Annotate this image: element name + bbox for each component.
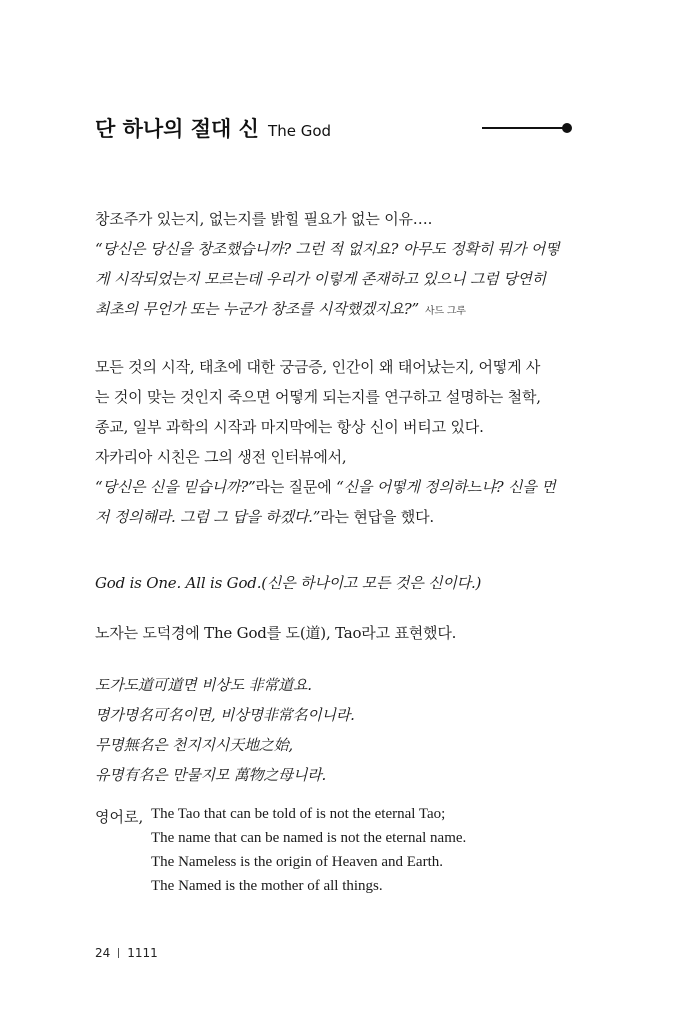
- quote-attribution: 사드 그루: [424, 306, 466, 317]
- quote-line: 게 시작되었는지 모르는데 우리가 이렇게 존재하고 있으니 그럼 당연히: [95, 270, 546, 288]
- chapter-heading: [95, 113, 331, 143]
- chapter-title-korean: 단 하나의 절대 신: [95, 117, 259, 141]
- footer-separator: [118, 948, 119, 958]
- text-line: 종교, 일부 과학의 시작과 마지막에는 항상 신이 버티고 있다.: [95, 418, 484, 436]
- verse-line: 유명有名은 만물지모 萬物之母니라.: [95, 766, 327, 784]
- quote-line: [95, 294, 585, 324]
- quote-line: “당신은 당신을 창조했습니까? 그런 적 없지요? 아무도 정확히 뭐가 어떻: [95, 240, 560, 258]
- heading-rule-line: [482, 127, 566, 129]
- chapter-title-english: The God: [268, 122, 332, 140]
- heading-rule-dot: [562, 123, 572, 133]
- english-label: 영어로,: [95, 808, 144, 826]
- text-line: 는 것이 맞는 것인지 죽으면 어떻게 되는지를 연구하고 설명하는 철학,: [95, 388, 541, 406]
- god-is-one: [95, 568, 585, 598]
- quote-question: “당신은 신을 믿습니까?”: [95, 478, 256, 496]
- paragraph-beginning: [95, 352, 585, 532]
- tao-verse: [95, 670, 585, 790]
- quote-answer-cont: 저 정의해라. 그럼 그 답을 하겠다.”: [95, 508, 321, 526]
- english-line: The Nameless is the origin of Heaven and Earth.: [151, 854, 443, 870]
- text-line: [95, 502, 585, 532]
- book-title: 1111: [127, 946, 158, 960]
- verse-line: 도가도道可道면 비상도 非常道요.: [95, 676, 312, 694]
- text-line: 노자는 도덕경에 The God를 도(道), Tao라고 표현했다.: [95, 624, 457, 642]
- text-segment: 라는 질문에: [255, 478, 337, 496]
- text-segment: 라는 현답을 했다.: [320, 508, 434, 526]
- text-line: 자카리아 시친은 그의 생전 인터뷰에서,: [95, 448, 347, 466]
- quote-text: 최초의 무언가 또는 누군가 창조를 시작했겠지요?”: [95, 300, 419, 318]
- english-line: The Tao that can be told of is not the eternal Tao;: [151, 806, 446, 822]
- text-line: God is One. All is God.(신은 하나이고 모든 것은 신이다.): [95, 574, 482, 592]
- page-number: 24: [95, 946, 111, 960]
- paragraph-creator: [95, 204, 585, 324]
- quote-answer: “신을 어떻게 정의하느냐? 신을 먼: [336, 478, 556, 496]
- english-line: The name that can be named is not the eternal name.: [151, 830, 467, 846]
- page-footer: [95, 946, 158, 960]
- english-line: The Named is the mother of all things.: [151, 878, 383, 894]
- text-line: 모든 것의 시작, 태초에 대한 궁금증, 인간이 왜 태어났는지, 어떻게 사: [95, 358, 541, 376]
- text-line: [95, 472, 585, 502]
- text-line: 창조주가 있는지, 없는지를 밝힐 필요가 없는 이유….: [95, 210, 433, 228]
- verse-line: 명가명名可名이면, 비상명非常名이니라.: [95, 706, 355, 724]
- verse-line: 무명無名은 천지지시天地之始,: [95, 736, 293, 754]
- laozi-sentence: [95, 618, 585, 648]
